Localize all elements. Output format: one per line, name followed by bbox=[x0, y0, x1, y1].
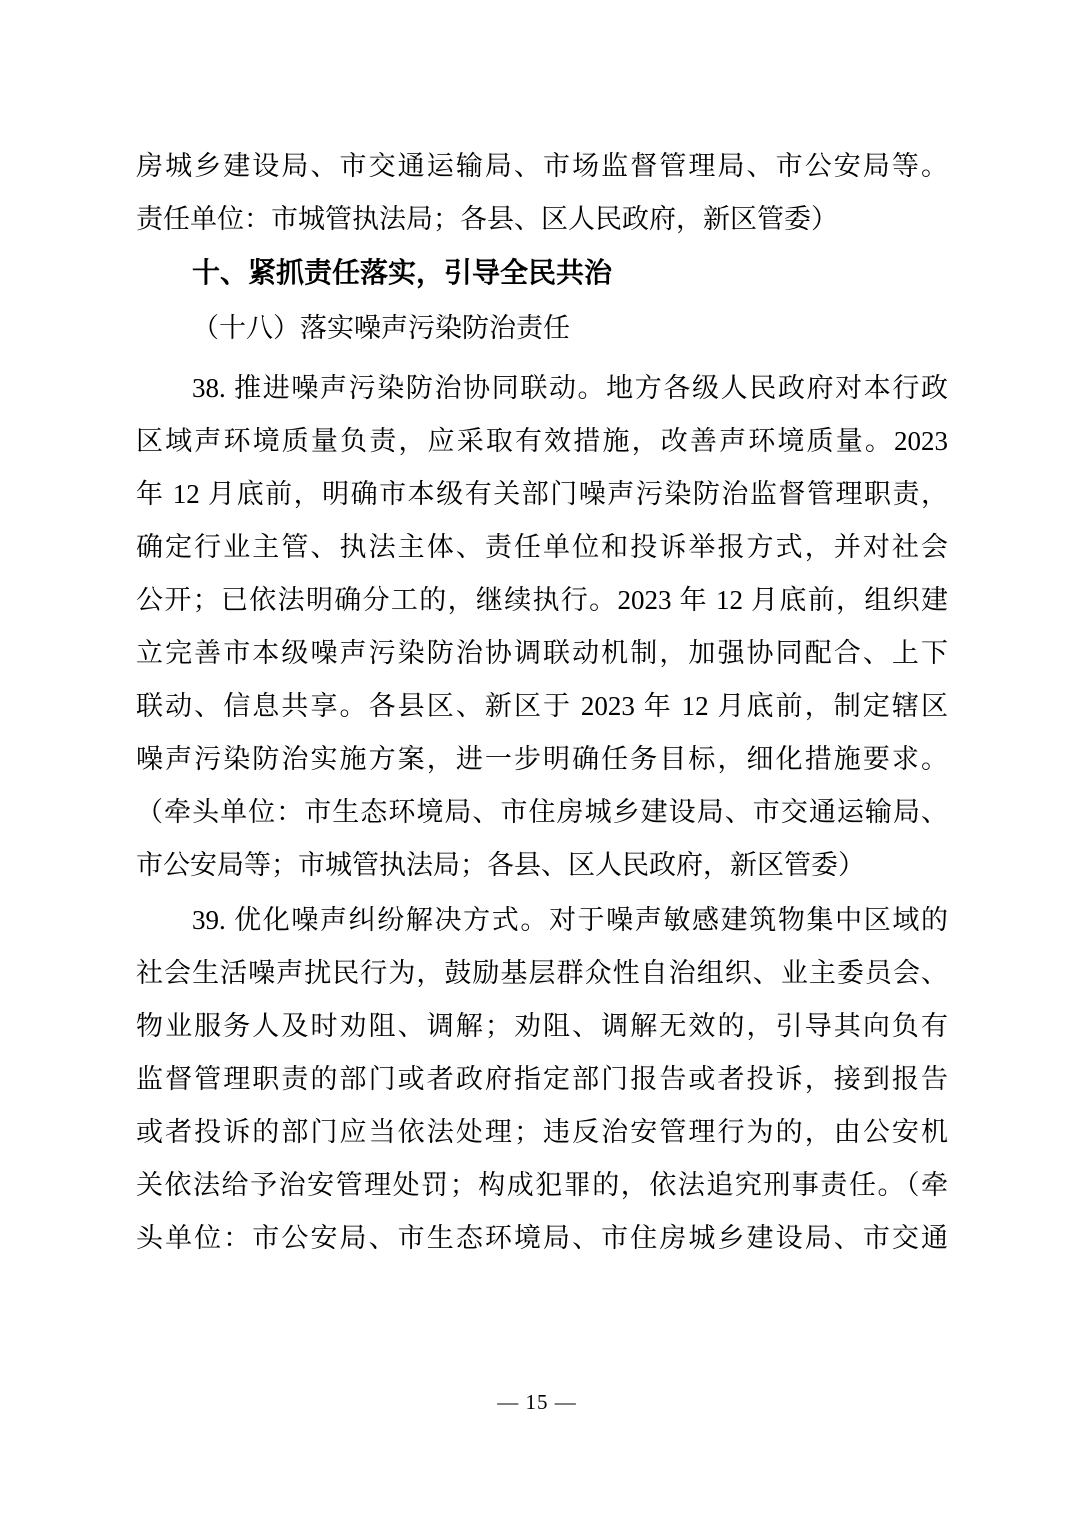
text-line: 头单位：市公安局、市生态环境局、市住房城乡建设局、市交通 bbox=[136, 1223, 948, 1253]
text-line: 市公安局等；市城管执法局；各县、区人民政府，新区管委） bbox=[136, 850, 865, 880]
text-line: 公开；已依法明确分工的，继续执行。2023 年 12 月底前，组织建 bbox=[136, 585, 948, 615]
text-line: 确定行业主管、执法主体、责任单位和投诉举报方式，并对社会 bbox=[136, 532, 948, 562]
text-line: 联动、信息共享。各县区、新区于 2023 年 12 月底前，制定辖区 bbox=[136, 691, 948, 721]
text-line: 38. 推进噪声污染防治协同联动。地方各级人民政府对本行政 bbox=[192, 373, 948, 403]
text-line: 区域声环境质量负责，应采取有效措施，改善声环境质量。2023 bbox=[136, 426, 948, 456]
paragraph-38 bbox=[136, 362, 948, 892]
text-line: 物业服务人及时劝阻、调解；劝阻、调解无效的，引导其向负有 bbox=[136, 1011, 948, 1041]
page-number: — 15 — bbox=[497, 1390, 577, 1414]
text-line: 立完善市本级噪声污染防治协调联动机制，加强协同配合、上下 bbox=[136, 638, 948, 668]
text-line: 噪声污染防治实施方案，进一步明确任务目标，细化措施要求。 bbox=[136, 744, 948, 774]
text-line: 监督管理职责的部门或者政府指定部门报告或者投诉，接到报告 bbox=[136, 1064, 948, 1094]
text-line: （十八）落实噪声污染防治责任 bbox=[192, 313, 570, 343]
text-line: 年 12 月底前，明确市本级有关部门噪声污染防治监督管理职责， bbox=[136, 479, 948, 509]
text-line: 十、紧抓责任落实，引导全民共治 bbox=[192, 257, 613, 288]
text-line: 社会生活噪声扰民行为，鼓励基层群众性自治组织、业主委员会、 bbox=[136, 958, 948, 988]
paragraph-continuation bbox=[136, 140, 948, 246]
section-subheading bbox=[136, 302, 948, 355]
section-heading bbox=[136, 246, 948, 299]
text-line: 责任单位：市城管执法局；各县、区人民政府，新区管委） bbox=[136, 204, 838, 234]
paragraph-39 bbox=[136, 894, 948, 1265]
text-line: 或者投诉的部门应当依法处理；违反治安管理行为的，由公安机 bbox=[136, 1117, 948, 1147]
text-line: 房城乡建设局、市交通运输局、市场监督管理局、市公安局等。 bbox=[136, 151, 948, 181]
text-line: 关依法给予治安管理处罚；构成犯罪的，依法追究刑事责任。（牵 bbox=[136, 1170, 948, 1200]
text-line: 39. 优化噪声纠纷解决方式。对于噪声敏感建筑物集中区域的 bbox=[192, 905, 948, 935]
document-body bbox=[136, 140, 948, 1265]
text-line: （牵头单位：市生态环境局、市住房城乡建设局、市交通运输局、 bbox=[136, 797, 948, 827]
